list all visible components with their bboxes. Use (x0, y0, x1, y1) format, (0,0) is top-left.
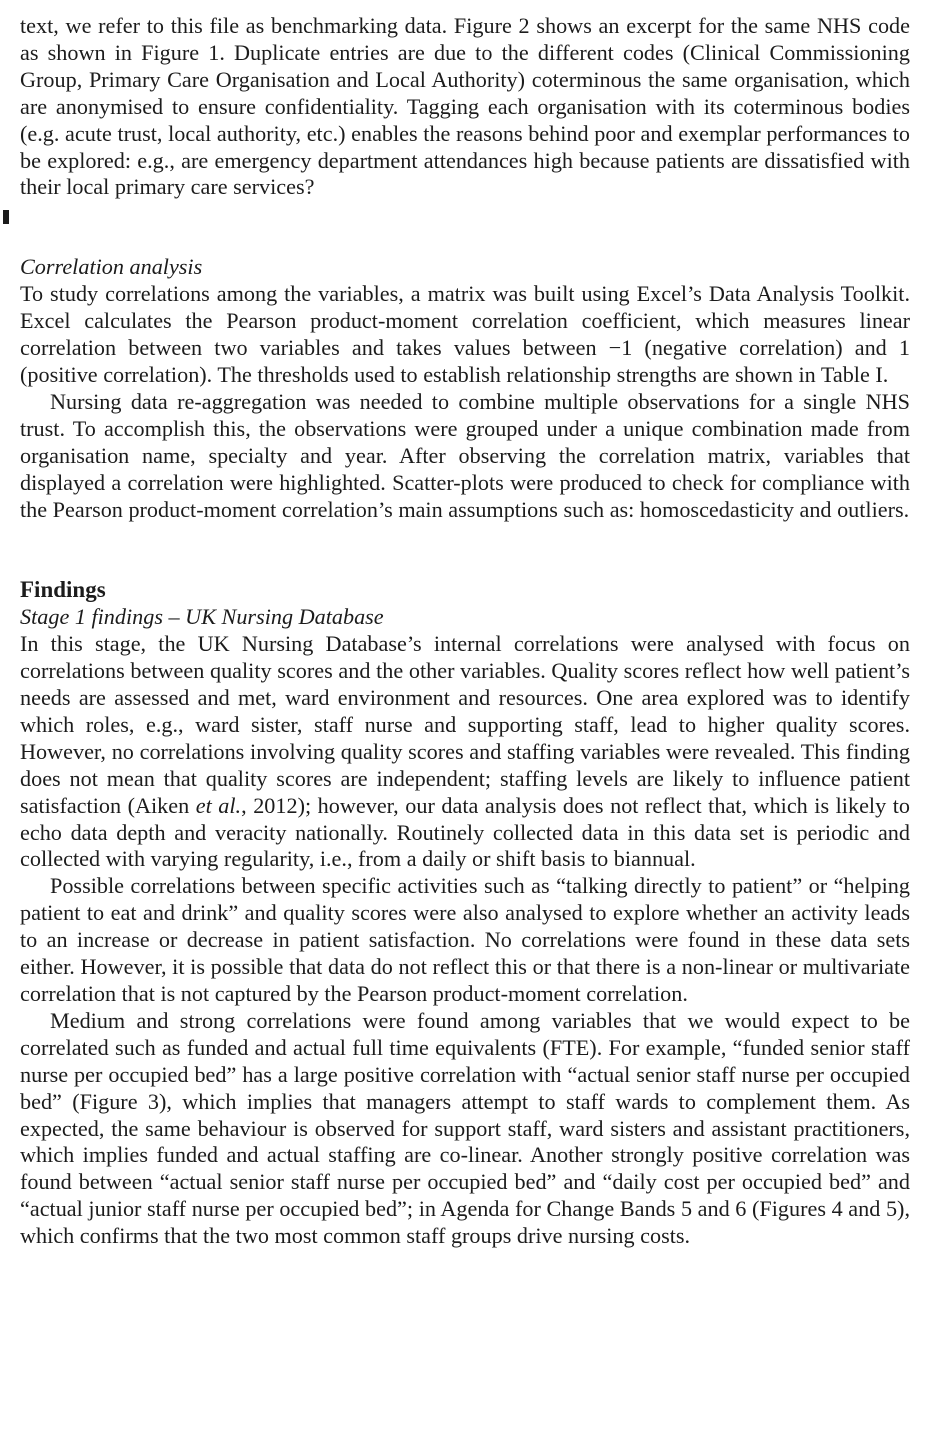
findings-heading: Findings (20, 577, 106, 603)
findings-paragraph-2: Possible correlations between specific activities such as “talking directly to patient” or “helping patient to eat and drink” and quality scores were also analysed to explore whether an activity leads to an increase or decrease in patient satisfaction. No correlations were found in these data sets either. However, it is possible that data do not reflect this or that there is a non-linear or multivariate correlation that is not captured by the Pearson product-moment correlation. (20, 873, 910, 1006)
findings-paragraph-3: Medium and strong correlations were found among variables that we would expect to be correlated such as funded and actual full time equivalents (FTE). For example, “funded senior staff nurse per occupied bed” has a large positive correlation with “actual senior staff nurse per occupied bed” (Figure 3), which implies that managers attempt to staff wards to complement them. As expected, the same behaviour is observed for support staff, ward sisters and assistant practitioners, which implies funded and actual staffing are co-linear. Another strongly positive correlation was found between “actual senior staff nurse per occupied bed” and “daily cost per occupied bed” and “actual junior staff nurse per occupied bed”; in Agenda for Change Bands 5 and 6 (Figures 4 and 5), which confirms that the two most common staff groups drive nursing costs. (20, 1007, 910, 1249)
findings-p1-text-a: In this stage, the UK Nursing Database’s internal correlations were analysed with focus on correlations between quality scores and the other variables. Quality scores reflect how well patient’s needs are assessed and met, ward environment and resources. One area explored was to identify which roles, e.g., ward sister, staff nurse and supporting staff, lead to higher quality scores. However, no correlations involving quality scores and staffing variables were revealed. This finding does not mean that quality scores are independent; staffing levels are likely to influence patient satisfaction (Aiken (20, 631, 910, 818)
paper-page (20, 13, 910, 1250)
margin-marker (3, 210, 9, 224)
stage-1-findings-heading: Stage 1 findings – UK Nursing Database (20, 604, 384, 630)
correlation-analysis-heading: Correlation analysis (20, 254, 203, 280)
section-gap (20, 201, 910, 254)
findings-p1-citation-italic: et al. (195, 792, 242, 818)
intro-paragraph: text, we refer to this file as benchmarking data. Figure 2 shows an excerpt for the same NHS code as shown in Figure 1. Duplicate entries are due to the different codes (Clinical Commissioning Group, Primary Care Organisation and Local Authority) coterminous the same organisation, which are anonymised to ensure confidentiality. Tagging each organisation with its coterminous bodies (e.g. acute trust, local authority, etc.) enables the reasons behind poor and exemplar performances to be explored: e.g., are emergency department attendances high because patients are dissatisfied with their local primary care services? (20, 13, 910, 200)
section-gap (20, 523, 910, 577)
correlation-paragraph-1: To study correlations among the variables, a matrix was built using Excel’s Data Analysis Toolkit. Excel calculates the Pearson product-moment correlation coefficient, which measures linear correlation between two variables and takes values between −1 (negative correlation) and 1 (positive correlation). The thresholds used to establish relationship strengths are shown in Table I. (20, 281, 910, 387)
findings-paragraph-1 (20, 631, 910, 873)
correlation-paragraph-2: Nursing data re-aggregation was needed to combine multiple observations for a single NHS trust. To accomplish this, the observations were grouped under a unique combination made from organisation name, specialty and year. After observing the correlation matrix, variables that displayed a correlation were highlighted. Scatter-plots were produced to check for compliance with the Pearson product-moment correlation’s main assumptions such as: homoscedasticity and outliers. (20, 388, 910, 522)
findings-p1-text-b: , 2012); however, our data analysis does not reflect that, which is likely to echo data depth and veracity nationally. Routinely collected data in this data set is periodic and collected with varying regularity, i.e., from a daily or shift basis to biannual. (20, 792, 910, 872)
